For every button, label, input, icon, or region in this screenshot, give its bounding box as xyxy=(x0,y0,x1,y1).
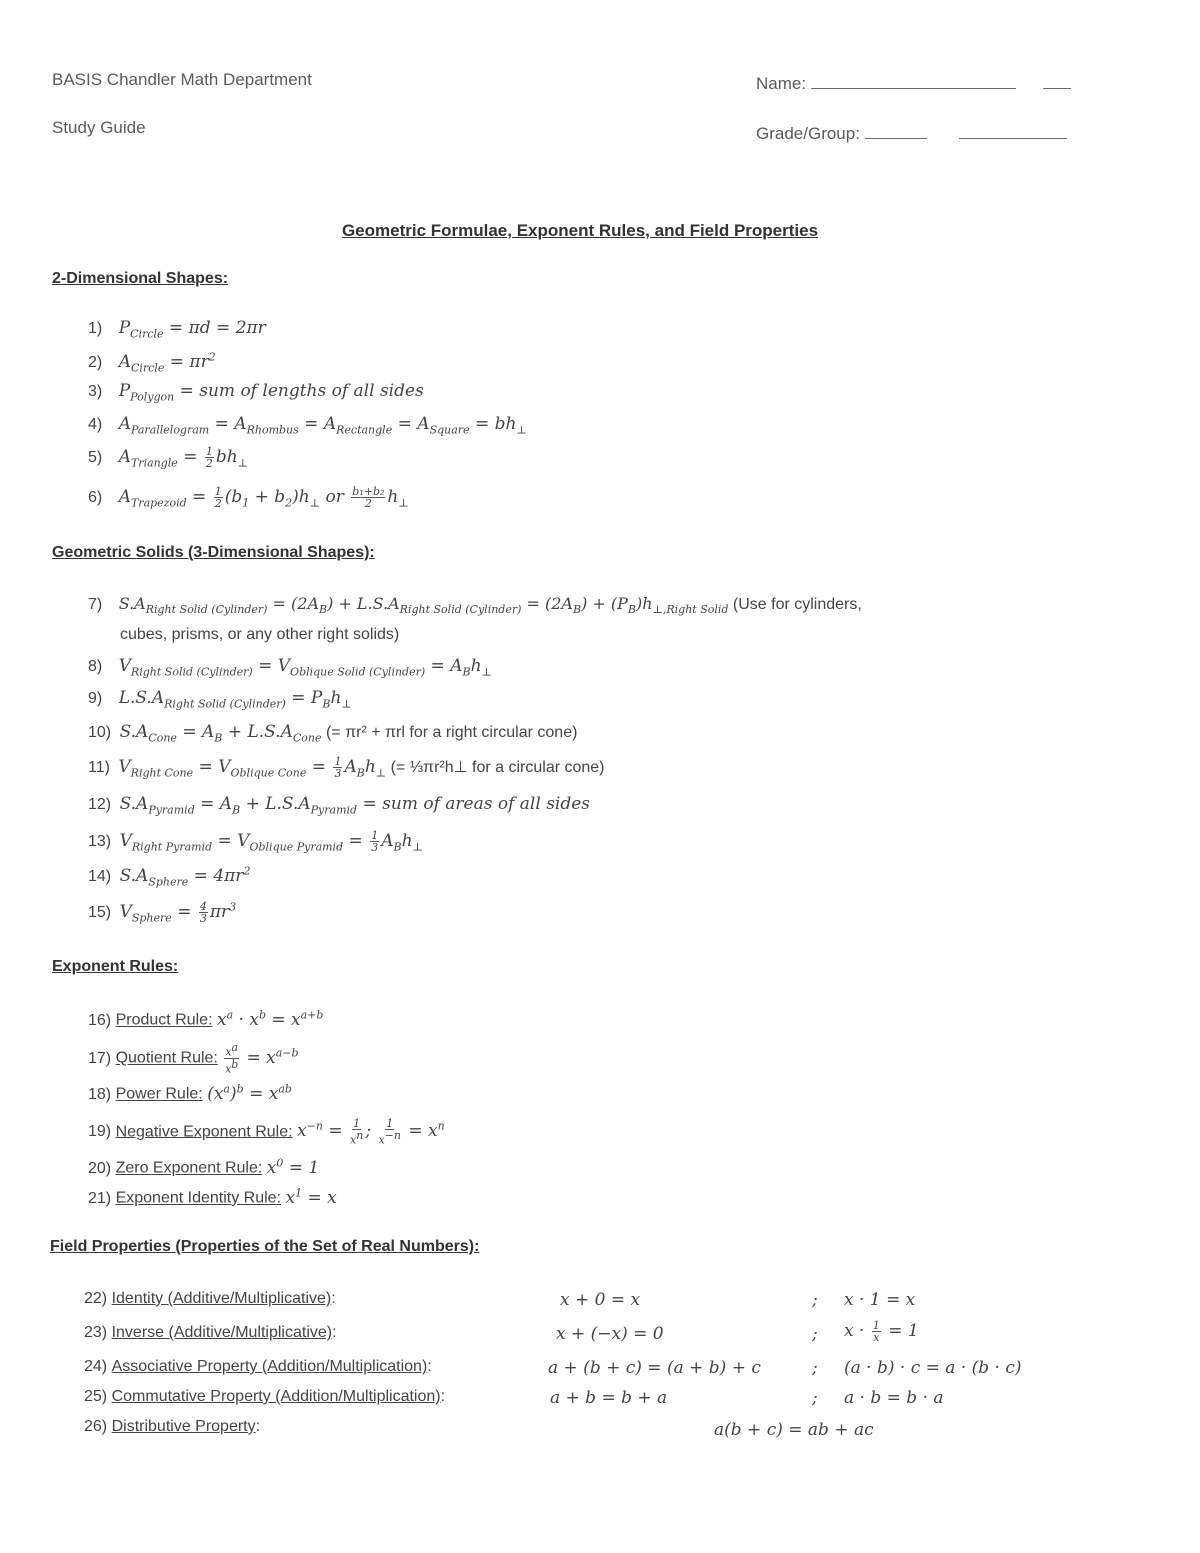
property-24: 24) Associative Property (Addition/Multiplication): xyxy=(84,1358,432,1375)
formula-3: 3) $P_{Polygon}$ = sum of lengths of all sides xyxy=(88,381,424,404)
separator-22: ; xyxy=(812,1290,818,1310)
section-3d-heading: Geometric Solids (3-Dimensional Shapes): xyxy=(52,544,375,561)
rule-19: 19) Negative Exponent Rule: $x^{-n}$ = $\frac{1}{x^n}$ ; $\frac{1}{x^{-n}}$ = $x^n$ xyxy=(88,1117,445,1147)
document-type: Study Guide xyxy=(52,118,146,137)
formula-8: 8) $V_{Right Solid (Cylinder)} = V_{Oblique Solid (Cylinder)} = A_Bh_\perp$ xyxy=(88,656,492,679)
separator-23: ; xyxy=(812,1324,818,1344)
group-blank xyxy=(959,124,1067,139)
property-26: 26) Distributive Property: xyxy=(84,1418,261,1435)
name-field xyxy=(756,74,1071,94)
formula-6: 6) $A_{Trapezoid}$ = $\frac{1}{2}$ $(b_1 + b_2)h_\perp$ or $\frac{\text{b₁+b₂}}{2}$ $h_\perp$ xyxy=(88,485,409,510)
property-25: 25) Commutative Property (Addition/Multiplication): xyxy=(84,1388,446,1405)
rule-21: 21) Exponent Identity Rule: $x^1 = x$ xyxy=(88,1186,337,1208)
formula-10: 10) $S.A_{Cone} = A_B + L.S.A_{Cone}$ (= πr² + πrl for a right circular cone) xyxy=(88,722,578,745)
property-24-additive: a + (b + c) = (a + b) + c xyxy=(548,1358,761,1378)
formula-9: 9) $L.S.A_{Right Solid (Cylinder)} = P_Bh_\perp$ xyxy=(88,688,352,711)
formula-7-note: cubes, prisms, or any other right solids) xyxy=(120,626,400,643)
rule-20: 20) Zero Exponent Rule: $x^0 = 1$ xyxy=(88,1156,320,1178)
property-25-additive: a + b = b + a xyxy=(550,1388,668,1408)
property-25-multiplicative: a · b = b · a xyxy=(844,1388,944,1408)
grade-field xyxy=(756,124,1067,144)
separator-25: ; xyxy=(812,1388,818,1408)
name-label: Name: xyxy=(756,74,807,93)
separator-24: ; xyxy=(812,1358,818,1378)
section-2d-heading: 2-Dimensional Shapes: xyxy=(52,270,229,287)
formula-13: 13) $V_{Right Pyramid} = V_{Oblique Pyramid}$ = $\frac{1}{3}$ $A_Bh_\perp$ xyxy=(88,829,423,854)
section-field-heading: Field Properties (Properties of the Set of Real Numbers): xyxy=(50,1238,480,1255)
page-title: Geometric Formulae, Exponent Rules, and Field Properties xyxy=(341,221,819,240)
school-name: BASIS Chandler Math Department xyxy=(52,70,312,89)
section-exponent-heading: Exponent Rules: xyxy=(52,958,179,975)
formula-4: 4) $A_{Parallelogram} = A_{Rhombus} = A_{Rectangle} = A_{Square} = bh_\perp$ xyxy=(88,414,527,437)
rule-18: 18) Power Rule: $(x^a)^b = x^{ab}$ xyxy=(88,1082,292,1104)
rule-16: 16) Product Rule: $x^a \cdot x^b = x^{a+b}$ xyxy=(88,1008,324,1030)
formula-15: 15) $V_{Sphere}$ = $\frac{4}{3}$ $\pi r^3$ xyxy=(88,899,237,925)
property-26-formula: a(b + c) = ab + ac xyxy=(714,1420,874,1440)
formula-14: 14) $S.A_{Sphere} = 4\pi r^2$ xyxy=(88,864,251,889)
grade-label: Grade/Group: xyxy=(756,124,860,143)
property-24-multiplicative: (a · b) · c = a · (b · c) xyxy=(844,1358,1022,1378)
property-22: 22) Identity (Additive/Multiplicative): xyxy=(84,1290,336,1307)
formula-12: 12) $S.A_{Pyramid} = A_B + L.S.A_{Pyramid}$ = sum of areas of all sides xyxy=(88,794,591,817)
formula-7: 7) $S.A_{Right Solid (Cylinder)} = (2A_B) + L.S.A_{Right Solid (Cylinder)} = (2A_B) + (P_B)h_{\perp,Right Solid}$ (Use for cylinders, xyxy=(88,594,862,617)
name-blank-2 xyxy=(1043,74,1071,89)
formula-2: 2) $A_{Circle} = \pi r^2$ xyxy=(88,350,216,375)
formula-1: 1) $P_{Circle} = \pi d = 2\pi r$ xyxy=(88,318,266,341)
property-23: 23) Inverse (Additive/Multiplicative): xyxy=(84,1324,337,1341)
grade-blank xyxy=(865,124,927,139)
property-23-additive: x + (−x) = 0 xyxy=(556,1324,664,1344)
rule-17: 17) Quotient Rule: $\frac{x^a}{x^b}$ = $x^{a-b}$ xyxy=(88,1041,299,1076)
name-blank xyxy=(811,74,1016,89)
property-22-multiplicative: x · 1 = x xyxy=(844,1290,916,1310)
formula-5: 5) $A_{Triangle}$ = $\frac{1}{2}$ $bh_\perp$ xyxy=(88,445,249,470)
formula-11: 11) $V_{Right Cone} = V_{Oblique Cone}$ = $\frac{1}{3}$ $A_Bh_\perp$ (= ⅓πr²h⊥ for a circular cone) xyxy=(88,755,605,780)
property-22-additive: x + 0 = x xyxy=(560,1290,641,1310)
property-23-multiplicative: x · $\frac{1}{x}$ = 1 xyxy=(844,1319,919,1344)
